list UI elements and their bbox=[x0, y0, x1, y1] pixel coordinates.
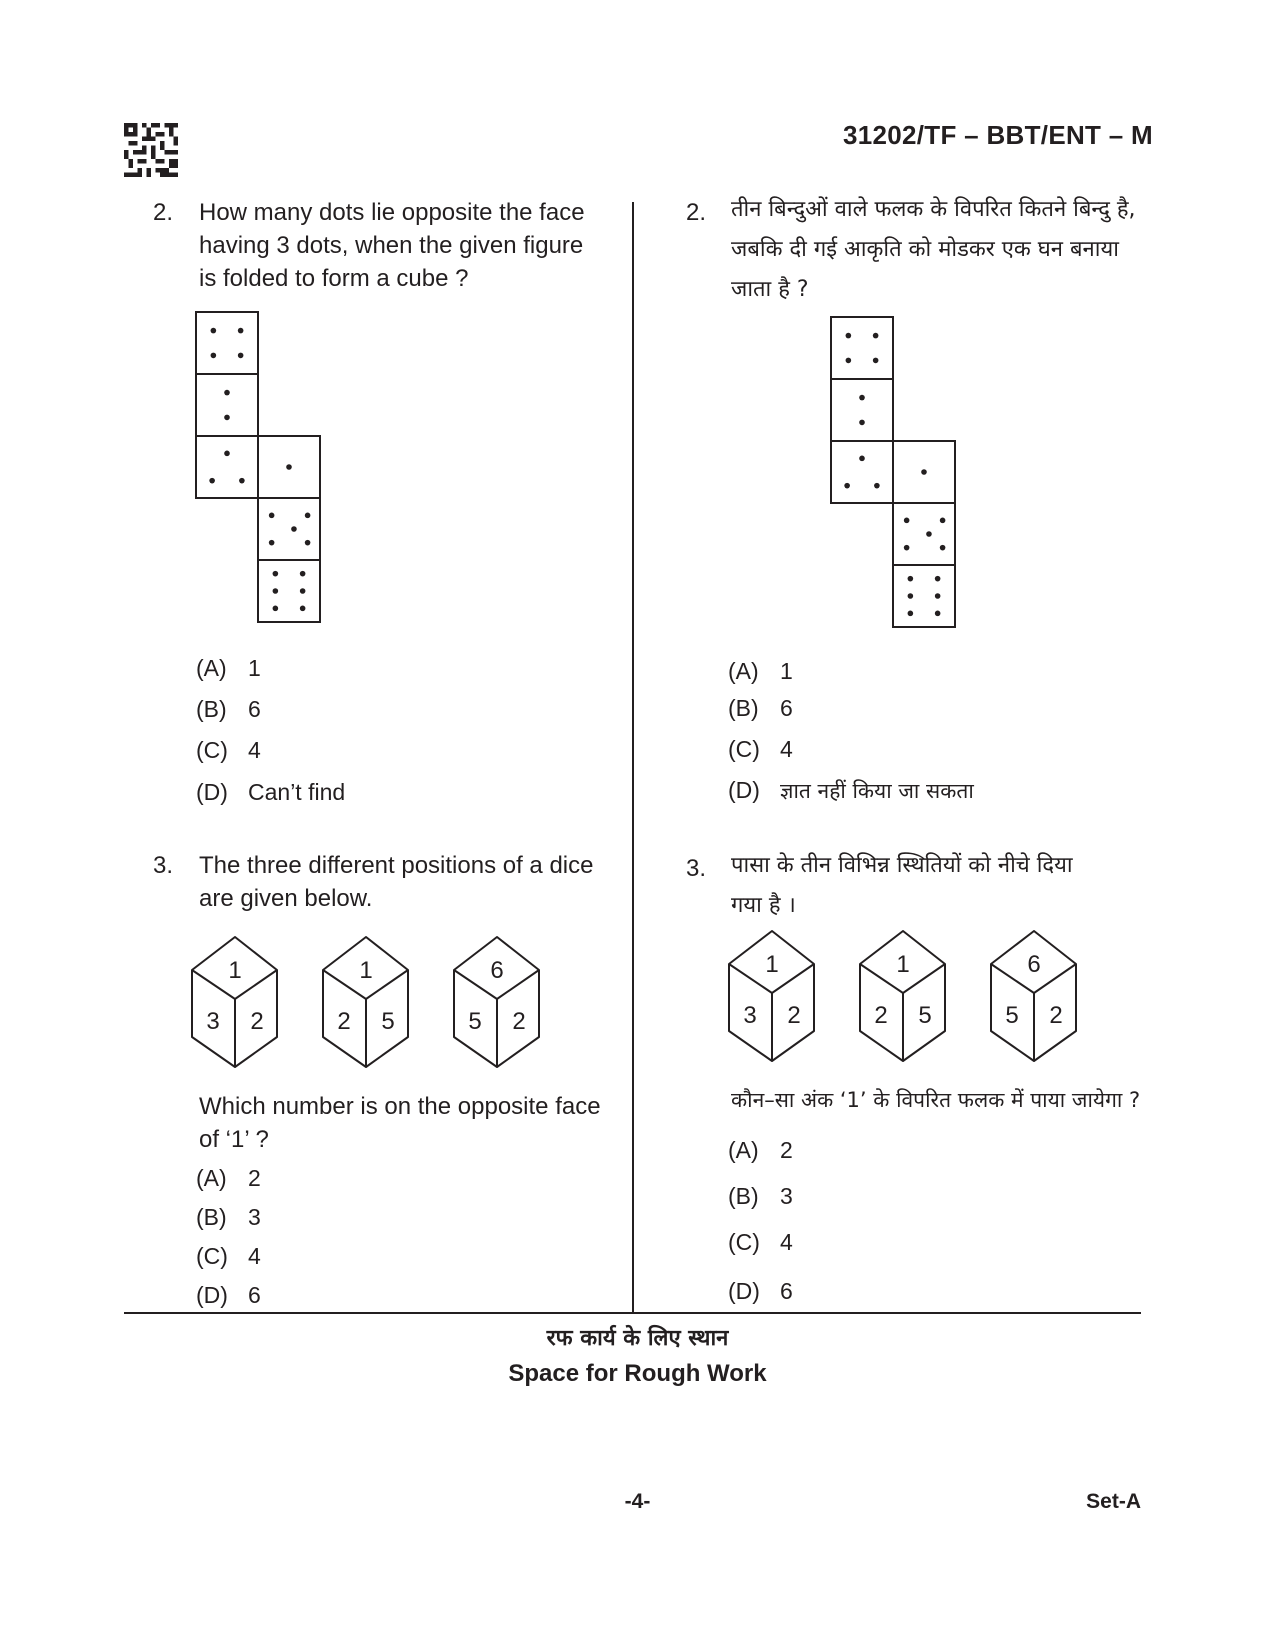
option-a: (A) 1 bbox=[196, 655, 261, 681]
net-face bbox=[831, 379, 893, 441]
question-line: Which number is on the opposite face bbox=[199, 1093, 601, 1120]
dice-face-top: 6 bbox=[490, 957, 504, 984]
net-face bbox=[893, 565, 955, 627]
dice-face-right: 5 bbox=[918, 1002, 932, 1029]
pip-dot bbox=[300, 606, 306, 612]
pip-dot bbox=[300, 571, 306, 577]
option-c: (C) 4 bbox=[728, 736, 793, 762]
question-line: The three different positions of a dice bbox=[199, 852, 594, 879]
question-text bbox=[199, 196, 585, 295]
pip-dot bbox=[935, 576, 941, 582]
pip-dot bbox=[238, 353, 244, 359]
dice-face-left: 2 bbox=[874, 1002, 888, 1029]
pip-dot bbox=[273, 588, 279, 594]
pip-dot bbox=[873, 333, 879, 339]
option-d: (D) 6 bbox=[728, 1278, 793, 1304]
dice-face-right: 2 bbox=[1049, 1002, 1063, 1029]
pip-dot bbox=[904, 545, 910, 551]
question-line: जबकि दी गई आकृति को मोडकर एक घन बनाया bbox=[731, 237, 1119, 262]
net-face bbox=[831, 317, 893, 379]
set-label: Set-A bbox=[1086, 1490, 1141, 1513]
net-face bbox=[196, 436, 258, 498]
option-c: (C) 4 bbox=[728, 1229, 793, 1255]
question-number: 3. bbox=[153, 852, 174, 879]
pip-dot bbox=[300, 588, 306, 594]
pip-dot bbox=[874, 483, 880, 489]
question-line: तीन बिन्दुओं वाले फलक के विपरित कितने बिन्दु है, bbox=[731, 197, 1136, 222]
pip-dot bbox=[926, 531, 932, 537]
pip-dot bbox=[908, 593, 914, 599]
pip-dot bbox=[291, 526, 297, 532]
question-line: गया है । bbox=[731, 893, 796, 918]
cube-net-figure bbox=[195, 311, 335, 635]
option-d: (D) ज्ञात नहीं किया जा सकता bbox=[728, 777, 974, 803]
option-d: (D) Can’t find bbox=[196, 779, 346, 805]
page-number: -4- bbox=[624, 1490, 651, 1513]
qr-code-icon bbox=[124, 123, 178, 177]
dice-positions-figure bbox=[727, 929, 1097, 1069]
option-a: (A) 1 bbox=[728, 658, 793, 684]
pip-dot bbox=[859, 420, 865, 426]
dice-cube bbox=[729, 931, 814, 1061]
pip-dot bbox=[844, 483, 850, 489]
option-a: (A) 2 bbox=[196, 1165, 261, 1191]
pip-dot bbox=[269, 513, 275, 519]
question-number: 2. bbox=[153, 199, 174, 226]
pip-dot bbox=[273, 571, 279, 577]
dice-cube bbox=[192, 937, 277, 1067]
pip-dot bbox=[239, 478, 245, 484]
dice-cube bbox=[323, 937, 408, 1067]
dice-face-right: 2 bbox=[787, 1002, 801, 1029]
question-line: of ‘1’ ? bbox=[199, 1126, 269, 1153]
option-b: (B) 3 bbox=[196, 1204, 261, 1230]
option-c: (C) 4 bbox=[196, 1243, 261, 1269]
pip-dot bbox=[873, 358, 879, 364]
pip-dot bbox=[908, 611, 914, 617]
dice-face-left: 5 bbox=[1005, 1002, 1019, 1029]
dice-face-top: 1 bbox=[765, 951, 779, 978]
dice-positions-figure bbox=[190, 935, 560, 1075]
cube-net-figure bbox=[830, 316, 970, 640]
question-line: पासा के तीन विभिन्न स्थितियों को नीचे दिया bbox=[731, 853, 1073, 878]
dice-face-right: 5 bbox=[381, 1008, 395, 1035]
option-b: (B) 3 bbox=[728, 1183, 793, 1209]
dice-face-left: 3 bbox=[206, 1008, 220, 1035]
dice-face-left: 2 bbox=[337, 1008, 351, 1035]
pip-dot bbox=[935, 593, 941, 599]
question-line: How many dots lie opposite the face bbox=[199, 199, 585, 226]
question-line: are given below. bbox=[199, 885, 373, 912]
option-c: (C) 4 bbox=[196, 737, 261, 763]
pip-dot bbox=[935, 611, 941, 617]
dice-face-top: 6 bbox=[1027, 951, 1041, 978]
rough-work-heading: Space for Rough Work bbox=[508, 1360, 767, 1387]
question-line: जाता है ? bbox=[731, 277, 809, 302]
dice-face-top: 1 bbox=[359, 957, 373, 984]
dice-face-right: 2 bbox=[512, 1008, 526, 1035]
dice-cube bbox=[454, 937, 539, 1067]
pip-dot bbox=[305, 513, 311, 519]
rough-work-heading-hindi: रफ कार्य के लिए स्थान bbox=[546, 1326, 729, 1351]
question-line: having 3 dots, when the given figure bbox=[199, 232, 584, 259]
question-text bbox=[731, 190, 1136, 310]
dice-face-left: 5 bbox=[468, 1008, 482, 1035]
net-face bbox=[196, 374, 258, 436]
rough-work-divider bbox=[124, 1312, 1141, 1314]
pip-dot bbox=[921, 469, 927, 475]
pip-dot bbox=[209, 478, 215, 484]
dice-face-right: 2 bbox=[250, 1008, 264, 1035]
question-text bbox=[199, 849, 593, 915]
question-text bbox=[731, 846, 1073, 926]
pip-dot bbox=[908, 576, 914, 582]
paper-code: 31202/TF – BBT/ENT – M bbox=[842, 120, 1153, 150]
net-face bbox=[893, 503, 955, 565]
pip-dot bbox=[224, 415, 230, 421]
dice-cube bbox=[860, 931, 945, 1061]
dice-face-top: 1 bbox=[896, 951, 910, 978]
option-a: (A) 2 bbox=[728, 1137, 793, 1163]
question-sub-text bbox=[199, 1090, 601, 1156]
net-face bbox=[258, 560, 320, 622]
pip-dot bbox=[286, 464, 292, 470]
column-divider bbox=[632, 202, 634, 1312]
question-sub-text bbox=[731, 1080, 1140, 1120]
question-line: कौन–सा अंक ‘1’ के विपरित फलक में पाया जायेगा ? bbox=[731, 1088, 1141, 1112]
pip-dot bbox=[211, 328, 217, 334]
option-d: (D) 6 bbox=[196, 1282, 261, 1308]
question-line: is folded to form a cube ? bbox=[199, 265, 469, 292]
dice-face-top: 1 bbox=[228, 957, 242, 984]
dice-cube bbox=[991, 931, 1076, 1061]
pip-dot bbox=[859, 456, 865, 462]
pip-dot bbox=[211, 353, 217, 359]
pip-dot bbox=[846, 358, 852, 364]
question-number: 2. bbox=[686, 199, 707, 226]
pip-dot bbox=[273, 606, 279, 612]
pip-dot bbox=[305, 540, 311, 546]
pip-dot bbox=[904, 518, 910, 524]
pip-dot bbox=[846, 333, 852, 339]
pip-dot bbox=[859, 395, 865, 401]
pip-dot bbox=[940, 545, 946, 551]
pip-dot bbox=[269, 540, 275, 546]
option-b: (B) 6 bbox=[196, 696, 261, 722]
pip-dot bbox=[940, 518, 946, 524]
net-face bbox=[196, 312, 258, 374]
dice-face-left: 3 bbox=[743, 1002, 757, 1029]
pip-dot bbox=[238, 328, 244, 334]
net-face bbox=[258, 498, 320, 560]
pip-dot bbox=[224, 390, 230, 396]
question-number: 3. bbox=[686, 855, 707, 882]
pip-dot bbox=[224, 451, 230, 457]
net-face bbox=[831, 441, 893, 503]
option-b: (B) 6 bbox=[728, 695, 793, 721]
